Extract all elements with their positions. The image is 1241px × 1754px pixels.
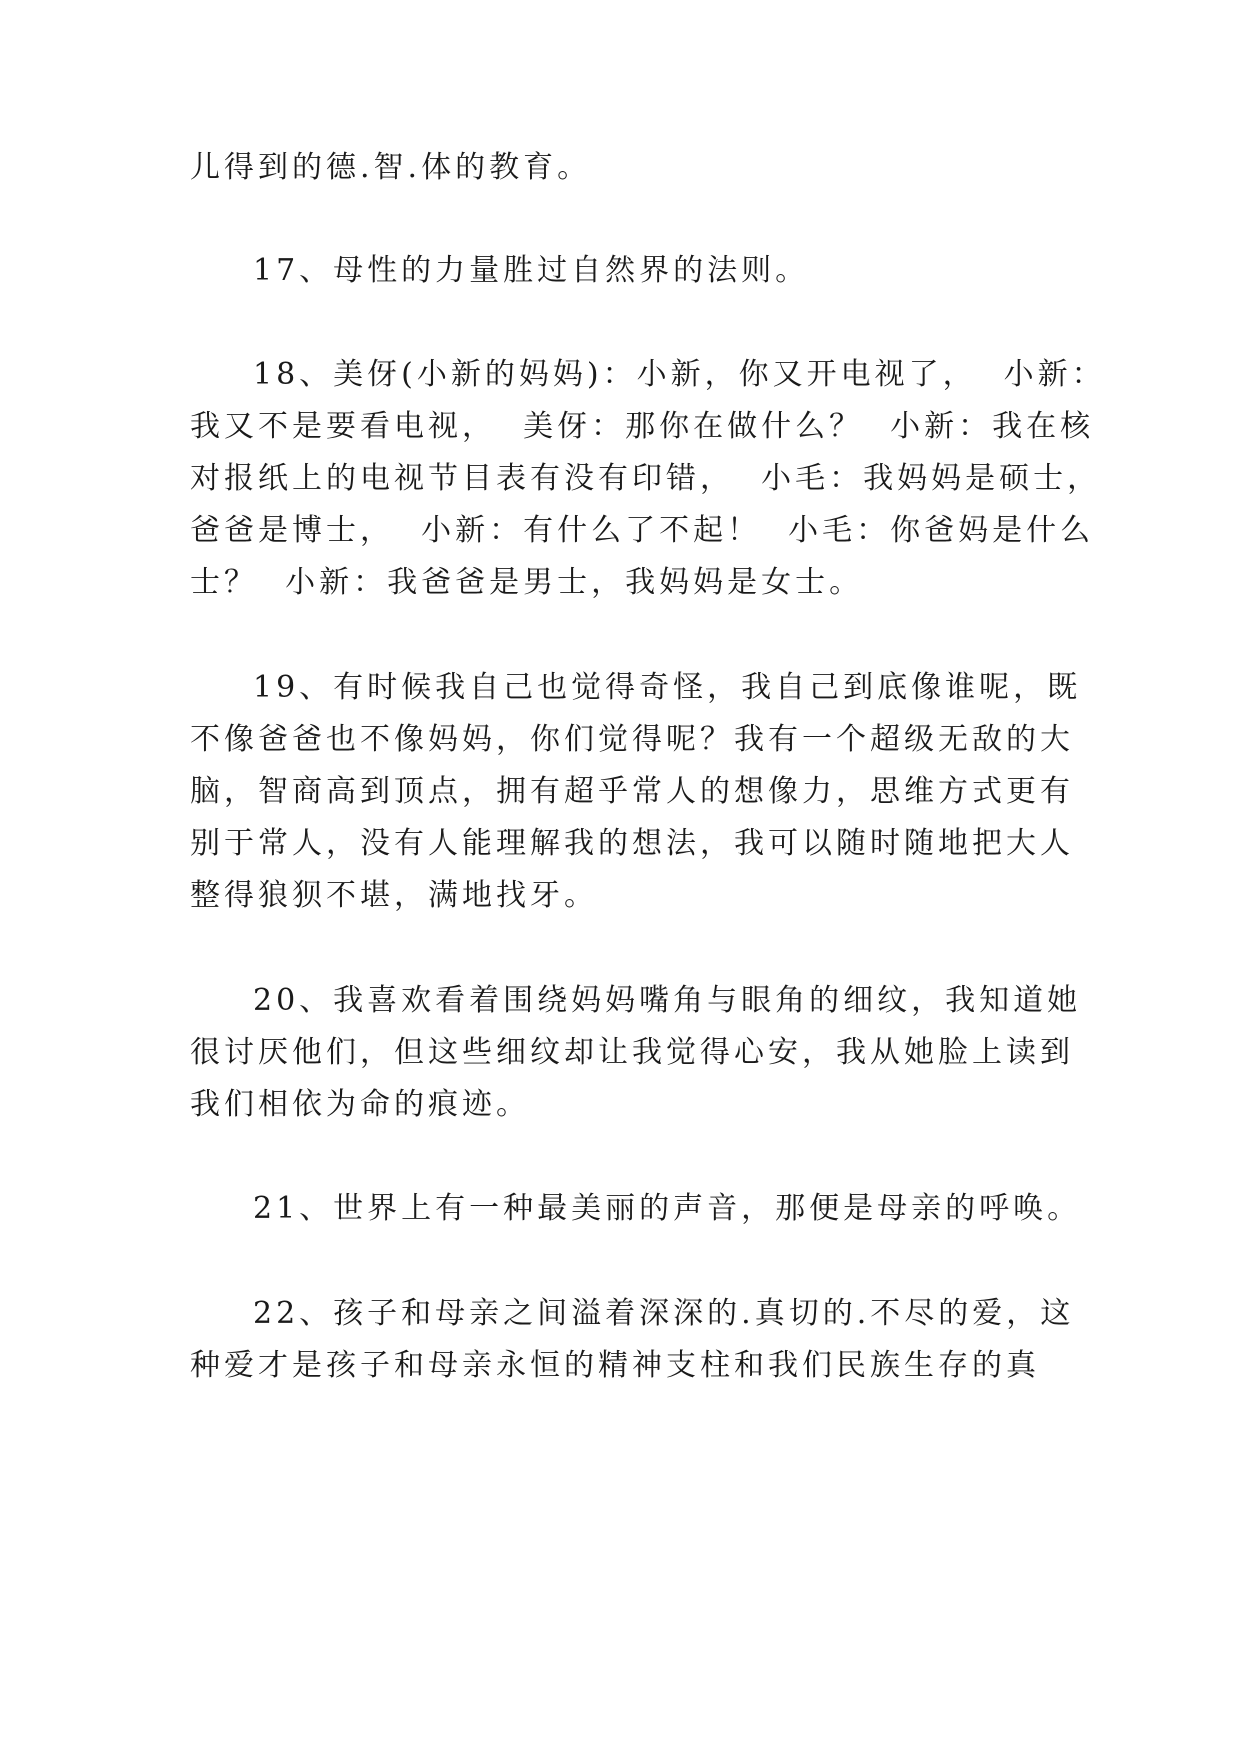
text-line: 对报纸上的电视节目表有没有印错， 小毛：我妈妈是硕士， [190, 461, 1102, 496]
text-line-item-22: 22、孩子和母亲之间溢着深深的.真切的.不尽的爱，这 [253, 1296, 1075, 1331]
text-line: 整得狼狈不堪，满地找牙。 [190, 878, 598, 913]
text-line: 不像爸爸也不像妈妈，你们觉得呢？我有一个超级无敌的大 [190, 722, 1074, 757]
text-line-item-21: 21、世界上有一种最美丽的声音，那便是母亲的呼唤。 [253, 1191, 1082, 1226]
text-line: 别于常人，没有人能理解我的想法，我可以随时随地把大人 [190, 826, 1074, 861]
text-line: 种爱才是孩子和母亲永恒的精神支柱和我们民族生存的真 [190, 1348, 1040, 1383]
text-line: 爸爸是博士， 小新：有什么了不起！ 小毛：你爸妈是什么 [190, 513, 1095, 548]
text-line-item-19: 19、有时候我自己也觉得奇怪，我自己到底像谁呢，既 [253, 670, 1082, 705]
text-line: 我们相依为命的痕迹。 [190, 1087, 530, 1122]
text-line: 我又不是要看电视， 美伢：那你在做什么？ 小新：我在核 [190, 409, 1095, 444]
text-line: 士？ 小新：我爸爸是男士，我妈妈是女士。 [190, 565, 864, 600]
text-line-continuation: 儿得到的德.智.体的教育。 [190, 150, 592, 185]
text-line: 很讨厌他们，但这些细纹却让我觉得心安，我从她脸上读到 [190, 1035, 1074, 1070]
text-line-item-18: 18、美伢(小新的妈妈)：小新，你又开电视了， 小新： [253, 357, 1106, 392]
text-line-item-20: 20、我喜欢看着围绕妈妈嘴角与眼角的细纹，我知道她 [253, 983, 1082, 1018]
text-line: 脑，智商高到顶点，拥有超乎常人的想像力，思维方式更有 [190, 774, 1074, 809]
text-line-item-17: 17、母性的力量胜过自然界的法则。 [253, 253, 810, 288]
